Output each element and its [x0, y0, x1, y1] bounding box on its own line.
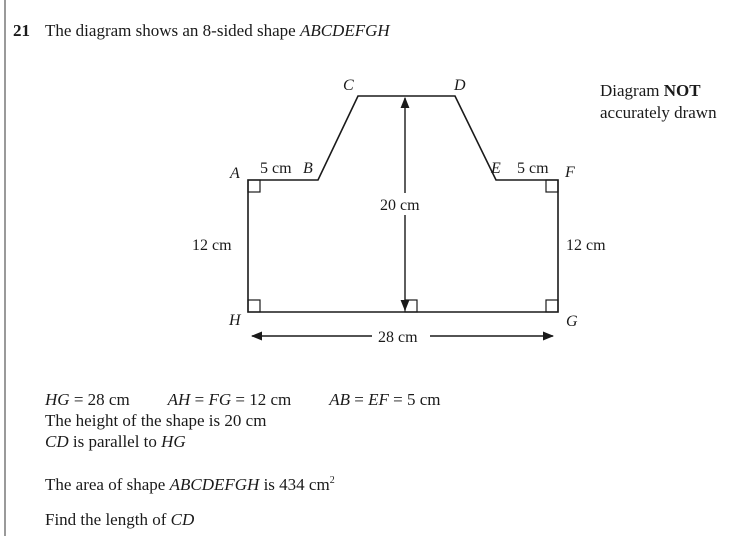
given-hg-name-2: HG [161, 432, 186, 451]
vertex-h-label: H [229, 312, 241, 329]
right-angle-a [248, 180, 260, 192]
vertex-f-label: F [565, 164, 575, 181]
given-line-1 [45, 389, 440, 410]
length-ab-label: 5 cm [260, 160, 292, 177]
vertex-e-label: E [491, 160, 501, 177]
note-word: Diagram [600, 81, 660, 100]
given-ef-name: EF [368, 390, 389, 409]
right-angle-height [405, 300, 417, 312]
area-value: is 434 cm [263, 475, 330, 494]
length-hg-label: 28 cm [378, 329, 418, 346]
given-parallel-line [45, 431, 186, 452]
task-statement [45, 509, 194, 530]
given-hg-name: HG [45, 390, 70, 409]
vertex-c-label: C [343, 77, 354, 94]
given-fg-name: FG [208, 390, 232, 409]
vertex-d-label: D [454, 77, 466, 94]
height-label: 20 cm [380, 197, 420, 214]
area-statement [45, 470, 335, 495]
right-angle-g [546, 300, 558, 312]
note-emphasis: NOT [663, 81, 701, 100]
question-number: 21 [13, 21, 30, 40]
task-target: CD [170, 510, 195, 529]
given-eq-1: = [190, 390, 209, 409]
given-ah-fg-value: = 12 cm [231, 390, 292, 409]
shape-name: ABCDEFGH [299, 21, 390, 40]
right-angle-h [248, 300, 260, 312]
note-line-2: accurately drawn [600, 103, 717, 122]
area-exponent: 2 [329, 475, 335, 486]
given-cd-name: CD [45, 432, 69, 451]
length-ef-label: 5 cm [517, 160, 549, 177]
length-fg-label: 12 cm [566, 237, 606, 254]
area-shape-name: ABCDEFGH [169, 475, 260, 494]
vertex-a-label: A [230, 165, 240, 182]
given-eq-2: = [350, 390, 369, 409]
given-ab-name: AB [329, 390, 350, 409]
given-parallel-text: is parallel to [68, 432, 162, 451]
given-hg-value: = 28 cm [69, 390, 130, 409]
vertex-g-label: G [566, 313, 578, 330]
task-prefix: Find the length of [45, 510, 167, 529]
given-height-line: The height of the shape is 20 cm [45, 411, 267, 430]
given-ab-ef-value: = 5 cm [388, 390, 441, 409]
length-ah-label: 12 cm [192, 237, 232, 254]
vertex-b-label: B [303, 160, 313, 177]
intro-text: The diagram shows an 8-sided shape [45, 21, 296, 40]
given-ah-name: AH [167, 390, 191, 409]
area-prefix: The area of shape [45, 475, 166, 494]
right-angle-f [546, 180, 558, 192]
